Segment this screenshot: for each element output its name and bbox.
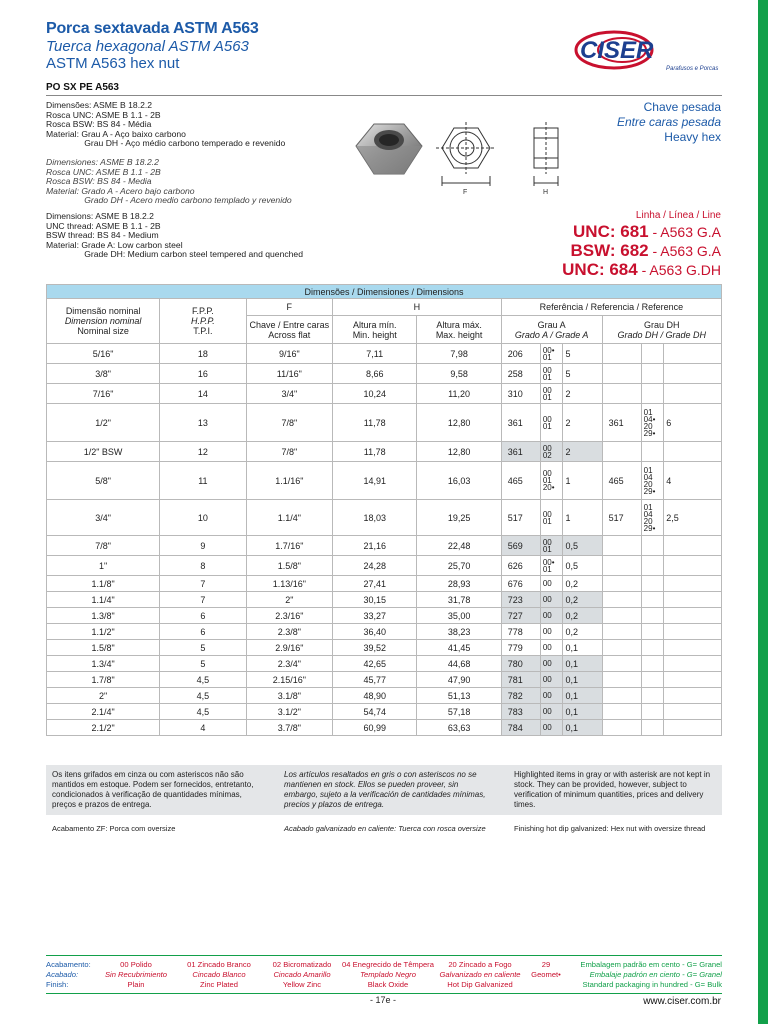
cell-f: 2" [246, 592, 332, 608]
cell-fd [641, 344, 664, 364]
cell-hmin: 8,66 [333, 364, 417, 384]
table-row [47, 500, 722, 536]
cell-hmax: 9,58 [417, 364, 501, 384]
cell-size: 1.3/8" [47, 608, 160, 624]
cell-fd [641, 364, 664, 384]
cell-fa: 00 [540, 624, 563, 640]
cell-size: 7/16" [47, 384, 160, 404]
finish-legend [46, 960, 722, 990]
cell-hmin: 48,90 [333, 688, 417, 704]
cell-qa: 0,2 [563, 576, 602, 592]
cell-hmin: 21,16 [333, 536, 417, 556]
table-row [47, 462, 722, 500]
cell-rd [602, 442, 641, 462]
table-row [47, 442, 722, 462]
cell-f: 2.3/16" [246, 608, 332, 624]
col-tpi: F.P.P. H.P.P. T.P.I. [160, 299, 246, 344]
cell-ra: 569 [501, 536, 540, 556]
cell-rd: 361 [602, 404, 641, 442]
cell-rd [602, 704, 641, 720]
cell-fd: 01 04 20 29• [641, 500, 664, 536]
cell-hmax: 38,23 [417, 624, 501, 640]
cell-ra: 517 [501, 500, 540, 536]
cell-hmax: 31,78 [417, 592, 501, 608]
cell-hmax: 28,93 [417, 576, 501, 592]
cell-ra: 784 [501, 720, 540, 736]
dimensions-table [46, 284, 722, 736]
finish-note-es: Acabado galvanizado en caliente: Tuerca con rosca oversize [284, 824, 486, 833]
cell-qa: 0,5 [563, 536, 602, 556]
cell-fa: 00• 01 [540, 344, 563, 364]
cell-f: 1.7/16" [246, 536, 332, 556]
cell-tpi: 12 [160, 442, 246, 462]
cell-qa: 0,1 [563, 720, 602, 736]
cell-fd [641, 688, 664, 704]
cell-size: 1/2" BSW [47, 442, 160, 462]
col-grade-a: Grau A Grado A / Grade A [501, 316, 602, 344]
finish-note-en: Finishing hot dip galvanized: Hex nut with oversize thread [514, 824, 706, 833]
col-reference: Referência / Referencia / Reference [501, 299, 721, 316]
heavy-hex-en: Heavy hex [664, 130, 721, 144]
cell-fa: 00 01 [540, 364, 563, 384]
table-row [47, 624, 722, 640]
cell-qd [664, 536, 722, 556]
cell-fa: 00 [540, 576, 563, 592]
cell-tpi: 4,5 [160, 688, 246, 704]
cell-rd [602, 364, 641, 384]
cell-tpi: 5 [160, 640, 246, 656]
cell-f: 1.13/16" [246, 576, 332, 592]
cell-ra: 676 [501, 576, 540, 592]
cell-hmin: 18,03 [333, 500, 417, 536]
cell-fd [641, 442, 664, 462]
line-item-2 [571, 241, 721, 261]
table-row [47, 640, 722, 656]
cell-tpi: 4,5 [160, 704, 246, 720]
cell-f: 1.1/4" [246, 500, 332, 536]
cell-size: 1/2" [47, 404, 160, 442]
cell-fa: 00 [540, 640, 563, 656]
cell-size: 1.5/8" [47, 640, 160, 656]
cell-rd [602, 536, 641, 556]
cell-hmin: 10,24 [333, 384, 417, 404]
table-row [47, 536, 722, 556]
cell-hmin: 27,41 [333, 576, 417, 592]
cell-fd [641, 704, 664, 720]
cell-qa: 5 [563, 344, 602, 364]
legend-finish-04: 04 Enegrecido de Têmpera Templado Negro Black Oxide [342, 960, 434, 989]
table-row [47, 384, 722, 404]
cell-hmin: 36,40 [333, 624, 417, 640]
line-label: Linha / Línea / Line [635, 210, 721, 221]
cell-hmax: 25,70 [417, 556, 501, 576]
cell-size: 1" [47, 556, 160, 576]
col-nominal: Dimensão nominal Dimension nominal Nominal size [47, 299, 160, 344]
legend-finish-01: 01 Zincado Branco Cincado Blanco Zinc Plated [187, 960, 251, 989]
legend-labels: Acabamento: Acabado: Finish: [46, 960, 91, 989]
cell-hmax: 19,25 [417, 500, 501, 536]
cell-ra: 783 [501, 704, 540, 720]
cell-fd [641, 608, 664, 624]
cell-rd [602, 556, 641, 576]
cell-rd [602, 720, 641, 736]
cell-qa: 0,2 [563, 592, 602, 608]
cell-size: 5/8" [47, 462, 160, 500]
nut-drawing [350, 116, 570, 202]
cell-hmin: 14,91 [333, 462, 417, 500]
cell-ra: 723 [501, 592, 540, 608]
table-body [47, 344, 722, 736]
cell-qd [664, 688, 722, 704]
legend-finish-00: 00 Polido Sin Recubrimiento Plain [104, 960, 168, 989]
cell-hmin: 60,99 [333, 720, 417, 736]
cell-f: 9/16" [246, 344, 332, 364]
col-grade-dh: Grau DH Grado DH / Grade DH [602, 316, 721, 344]
cell-qd [664, 576, 722, 592]
cell-ra: 361 [501, 404, 540, 442]
table-row [47, 404, 722, 442]
cell-fa: 00 [540, 592, 563, 608]
cell-rd: 465 [602, 462, 641, 500]
cell-fd [641, 656, 664, 672]
cell-f: 2.3/8" [246, 624, 332, 640]
nut-photo [356, 124, 422, 174]
cell-tpi: 16 [160, 364, 246, 384]
cell-ra: 465 [501, 462, 540, 500]
cell-ra: 310 [501, 384, 540, 404]
cell-fa: 00 [540, 672, 563, 688]
cell-qa: 2 [563, 404, 602, 442]
cell-hmin: 30,15 [333, 592, 417, 608]
legend-finish-20: 20 Zincado a Fogo Galvanizado en caliente Hot Dip Galvanized [439, 960, 521, 989]
website-link[interactable]: www.ciser.com.br [643, 996, 721, 1007]
cell-rd: 517 [602, 500, 641, 536]
cell-f: 1.1/16" [246, 462, 332, 500]
cell-fa: 00 [540, 720, 563, 736]
cell-rd [602, 384, 641, 404]
cell-hmax: 16,03 [417, 462, 501, 500]
cell-size: 2.1/2" [47, 720, 160, 736]
note-es: Los artículos resaltados en gris o con asteriscos no se mantienen en stock. Ellos se pueden proveer, sin embargo, sujeto a la verificación de cantidades mínimas, precios y plazos de entrega. [284, 770, 486, 809]
cell-tpi: 4 [160, 720, 246, 736]
cell-tpi: 11 [160, 462, 246, 500]
cell-qd: 6 [664, 404, 722, 442]
cell-fa: 00 [540, 656, 563, 672]
cell-ra: 778 [501, 624, 540, 640]
cell-tpi: 6 [160, 624, 246, 640]
col-h: H [333, 299, 502, 316]
note-pt: Os itens grifados em cinza ou com asteriscos não são mantidos em estoque. Podem ser fornecidos, entretanto, condicionados à verificação de quantidades mínimas, preços e prazos de entrega. [52, 770, 254, 809]
cell-hmax: 57,18 [417, 704, 501, 720]
col-min-height: Altura mín. Min. height [333, 316, 417, 344]
header-row-1 [47, 299, 722, 316]
cell-tpi: 7 [160, 576, 246, 592]
cell-qa: 0,5 [563, 556, 602, 576]
heavy-hex-es: Entre caras pesada [616, 115, 721, 129]
cell-fa: 00 01 [540, 384, 563, 404]
cell-ra: 258 [501, 364, 540, 384]
cell-tpi: 5 [160, 656, 246, 672]
table-row [47, 688, 722, 704]
cell-f: 2.15/16" [246, 672, 332, 688]
cell-fd: 01 04 20 29• [641, 462, 664, 500]
title-en: ASTM A563 hex nut [46, 55, 180, 72]
cell-qa: 0,1 [563, 688, 602, 704]
cell-ra: 206 [501, 344, 540, 364]
table-row [47, 592, 722, 608]
cell-hmin: 33,27 [333, 608, 417, 624]
cell-ra: 361 [501, 442, 540, 462]
cell-qd [664, 442, 722, 462]
line-item-1 [573, 222, 721, 242]
cell-qd: 4 [664, 462, 722, 500]
spec-pt: Dimensões: ASME B 18.2.2 Rosca UNC: ASME B 1.1 - 2B Rosca BSW: BS 84 - Média Material: Grau A - Aço baixo carbono Grau DH - Aço médio carbono temperado e revenido [46, 100, 286, 148]
cell-rd [602, 592, 641, 608]
cell-fd [641, 672, 664, 688]
spec-en: Dimensions: ASME B 18.2.2 UNC thread: ASME B 1.1 - 2B BSW thread: BS 84 - Medium Material: Grade A: Low carbon steel Grade DH: Medium carbon steel tempered and quenched [46, 211, 303, 259]
cell-qd [664, 672, 722, 688]
cell-fd: 01 04• 20 29• [641, 404, 664, 442]
cell-hmin: 39,52 [333, 640, 417, 656]
cell-hmax: 41,45 [417, 640, 501, 656]
heavy-hex-pt: Chave pesada [643, 100, 721, 114]
col-max-height: Altura máx. Max. height [417, 316, 501, 344]
spec-es: Dimensiones: ASME B 18.2.2 Rosca UNC: ASME B 1.1 - 2B Rosca BSW: BS 84 - Media Material: Grado A - Acero bajo carbono Grado DH - Acero medio carbono templado y revenido [46, 157, 292, 205]
cell-fd [641, 720, 664, 736]
cell-fd [641, 624, 664, 640]
cell-hmin: 11,78 [333, 442, 417, 462]
cell-size: 7/8" [47, 536, 160, 556]
cell-tpi: 14 [160, 384, 246, 404]
cell-qa: 0,2 [563, 608, 602, 624]
product-code: PO SX PE A563 [46, 82, 119, 93]
col-across-flat: Chave / Entre caras Across flat [246, 316, 332, 344]
side-accent-bar [758, 0, 768, 1024]
cell-fa: 00 01 [540, 536, 563, 556]
cell-qd [664, 656, 722, 672]
line-item-3 [562, 260, 721, 280]
cell-f: 2.9/16" [246, 640, 332, 656]
cell-size: 1.7/8" [47, 672, 160, 688]
cell-size: 1.1/8" [47, 576, 160, 592]
cell-qd [664, 704, 722, 720]
title-es: Tuerca hexagonal ASTM A563 [46, 38, 249, 55]
cell-size: 3/8" [47, 364, 160, 384]
cell-fa: 00 02 [540, 442, 563, 462]
cell-hmax: 12,80 [417, 442, 501, 462]
cell-tpi: 4,5 [160, 672, 246, 688]
cell-fa: 00 01 [540, 500, 563, 536]
cell-f: 3/4" [246, 384, 332, 404]
cell-fa: 00 [540, 688, 563, 704]
cell-hmin: 24,28 [333, 556, 417, 576]
cell-qa: 1 [563, 462, 602, 500]
cell-hmax: 51,13 [417, 688, 501, 704]
line-item-code: BSW: 682 [570, 241, 649, 260]
cell-hmax: 35,00 [417, 608, 501, 624]
line-item-grade: - A563 G.A [648, 224, 721, 240]
cell-rd [602, 640, 641, 656]
table-row [47, 364, 722, 384]
cell-qd: 2,5 [664, 500, 722, 536]
note-en: Highlighted items in gray or with asterisk are not kept in stock. They can be provided, however, subject to verification of minimum quantities, prices and delivery times. [514, 770, 711, 809]
cell-qa: 0,1 [563, 640, 602, 656]
table-row [47, 344, 722, 364]
cell-hmax: 22,48 [417, 536, 501, 556]
cell-f: 3.1/2" [246, 704, 332, 720]
cell-qd [664, 344, 722, 364]
finish-note-pt: Acabamento ZF: Porca com oversize [52, 824, 176, 833]
table-row [47, 608, 722, 624]
cell-hmax: 12,80 [417, 404, 501, 442]
cell-rd [602, 688, 641, 704]
line-item-code: UNC: 684 [562, 260, 638, 279]
cell-hmax: 44,68 [417, 656, 501, 672]
table-top-header: Dimensões / Dimensiones / Dimensions [47, 285, 722, 299]
cell-rd [602, 624, 641, 640]
cell-fd [641, 576, 664, 592]
cell-qd [664, 384, 722, 404]
label-f: F [463, 189, 468, 196]
cell-rd [602, 576, 641, 592]
cell-hmax: 63,63 [417, 720, 501, 736]
footer-divider [46, 993, 722, 994]
cell-rd [602, 672, 641, 688]
table-row [47, 720, 722, 736]
cell-fd [641, 592, 664, 608]
cell-tpi: 10 [160, 500, 246, 536]
cell-rd [602, 608, 641, 624]
cell-fd [641, 556, 664, 576]
cell-ra: 781 [501, 672, 540, 688]
cell-qa: 2 [563, 384, 602, 404]
cell-hmin: 7,11 [333, 344, 417, 364]
cell-qa: 0,1 [563, 656, 602, 672]
cell-ra: 727 [501, 608, 540, 624]
cell-hmin: 11,78 [333, 404, 417, 442]
cell-fd [641, 640, 664, 656]
cell-size: 5/16" [47, 344, 160, 364]
table-row [47, 672, 722, 688]
cell-size: 1.1/2" [47, 624, 160, 640]
cell-size: 1.3/4" [47, 656, 160, 672]
cell-qa: 0,1 [563, 672, 602, 688]
cell-f: 7/8" [246, 404, 332, 442]
legend-divider [46, 955, 722, 956]
cell-ra: 780 [501, 656, 540, 672]
cell-fa: 00• 01 [540, 556, 563, 576]
cell-f: 7/8" [246, 442, 332, 462]
cell-qd [664, 364, 722, 384]
cell-size: 3/4" [47, 500, 160, 536]
cell-qa: 5 [563, 364, 602, 384]
legend-finish-02: 02 Bicromatizado Cincado Amarillo Yellow Zinc [272, 960, 332, 989]
cell-f: 2.3/4" [246, 656, 332, 672]
page-number: - 17e - [370, 995, 397, 1005]
line-item-grade: - A563 G.DH [637, 262, 721, 278]
cell-rd [602, 344, 641, 364]
cell-tpi: 7 [160, 592, 246, 608]
logo-subtitle: Parafusos e Porcas [666, 66, 719, 72]
cell-f: 3.7/8" [246, 720, 332, 736]
cell-f: 3.1/8" [246, 688, 332, 704]
cell-hmax: 7,98 [417, 344, 501, 364]
label-h: H [543, 189, 549, 196]
cell-size: 2" [47, 688, 160, 704]
cell-size: 1.1/4" [47, 592, 160, 608]
cell-ra: 782 [501, 688, 540, 704]
legend-finish-29: 29 Geomet• [531, 960, 561, 979]
cell-fd [641, 384, 664, 404]
cell-tpi: 9 [160, 536, 246, 556]
logo-text: CISER [580, 37, 654, 64]
cell-hmax: 47,90 [417, 672, 501, 688]
cell-tpi: 13 [160, 404, 246, 442]
cell-qa: 0,1 [563, 704, 602, 720]
table-row [47, 576, 722, 592]
cell-tpi: 6 [160, 608, 246, 624]
cell-qd [664, 592, 722, 608]
cell-fa: 00 [540, 608, 563, 624]
cell-qa: 1 [563, 500, 602, 536]
cell-qd [664, 624, 722, 640]
cell-fd [641, 536, 664, 556]
table-top-header-row [47, 285, 722, 299]
cell-fa: 00 [540, 704, 563, 720]
cell-ra: 626 [501, 556, 540, 576]
cell-fa: 00 01 [540, 404, 563, 442]
ciser-logo [574, 28, 724, 74]
cell-qd [664, 608, 722, 624]
cell-qd [664, 556, 722, 576]
cell-size: 2.1/4" [47, 704, 160, 720]
legend-packaging: Embalagem padrão em cento - G= Granel Embalaje padrón en ciento - G= Granel Standard packaging in hundred - G= Bulk [580, 960, 722, 989]
cell-qd [664, 640, 722, 656]
cell-tpi: 8 [160, 556, 246, 576]
cell-rd [602, 656, 641, 672]
cell-qd [664, 720, 722, 736]
cell-fa: 00 01 20• [540, 462, 563, 500]
cell-hmin: 54,74 [333, 704, 417, 720]
cell-hmin: 45,77 [333, 672, 417, 688]
cell-hmax: 11,20 [417, 384, 501, 404]
cell-f: 1.5/8" [246, 556, 332, 576]
cell-tpi: 18 [160, 344, 246, 364]
cell-ra: 779 [501, 640, 540, 656]
line-item-code: UNC: 681 [573, 222, 649, 241]
cell-qa: 2 [563, 442, 602, 462]
cell-qa: 0,2 [563, 624, 602, 640]
title-pt: Porca sextavada ASTM A563 [46, 20, 259, 37]
table-row [47, 656, 722, 672]
table-row [47, 704, 722, 720]
line-item-grade: - A563 G.A [648, 243, 721, 259]
col-f: F [246, 299, 332, 316]
cell-hmin: 42,65 [333, 656, 417, 672]
cell-f: 11/16" [246, 364, 332, 384]
nut-front-view [436, 122, 496, 186]
table-row [47, 556, 722, 576]
nut-side-view [534, 122, 558, 186]
divider [46, 95, 722, 96]
